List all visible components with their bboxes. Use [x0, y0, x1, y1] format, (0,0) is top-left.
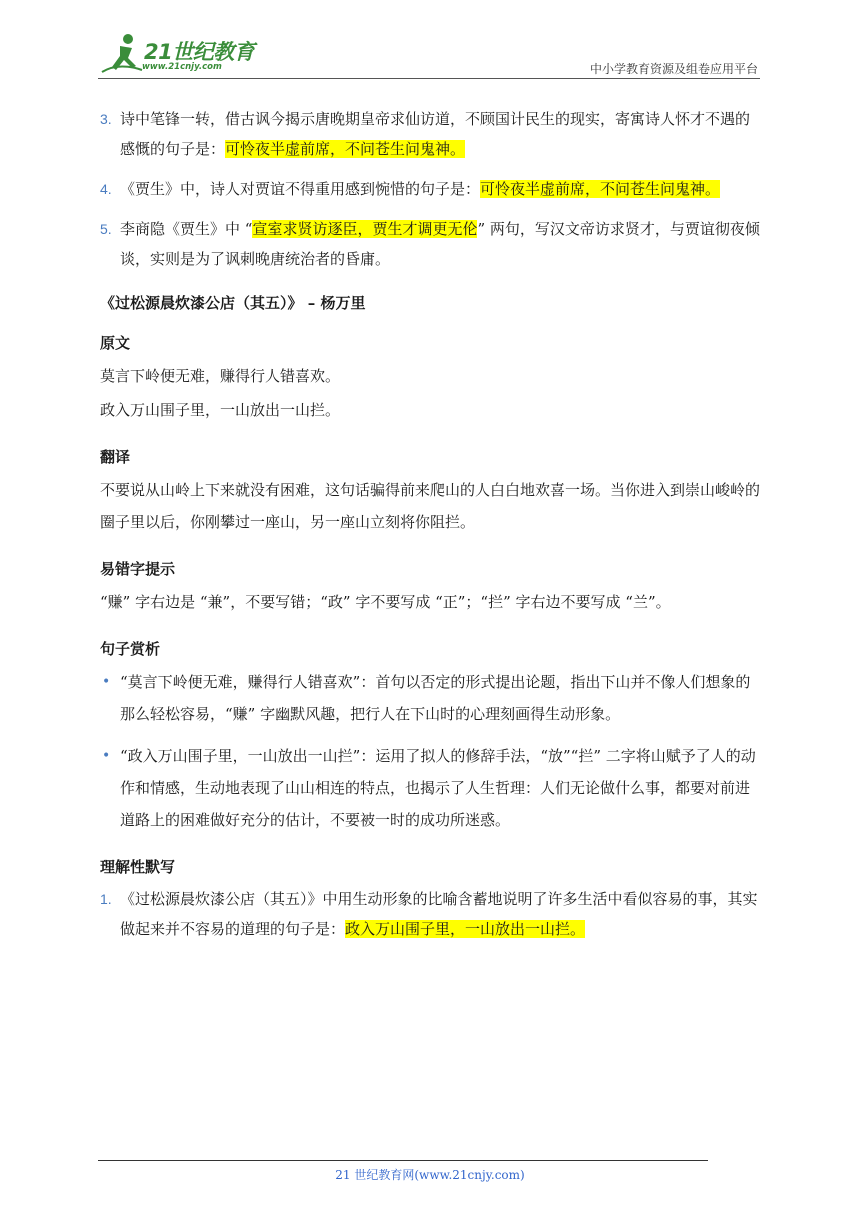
runner-logo-icon	[98, 32, 148, 76]
logo-text: 21世纪教育	[144, 40, 255, 64]
page-content	[100, 104, 762, 954]
appreciation-text: “莫言下岭便无难，赚得行人错喜欢”：首句以否定的形式提出论题，指出下山并不像人们想象的那么轻松容易，“赚” 字幽默风趣，把行人在下山时的心理刻画得生动形象。	[120, 673, 751, 723]
item-text-post: ” 两句，写汉文帝访求贤才，与贾谊彻夜倾谈，实则是为了讽刺晚唐统治者的昏庸。	[120, 220, 760, 268]
item-number: 1.	[100, 891, 112, 907]
appreciation-item	[100, 740, 762, 836]
item-text: 《贾生》中，诗人对贾谊不得重用感到惋惜的句子是：	[120, 180, 481, 198]
appreciation-text: “政入万山围子里，一山放出一山拦”：运用了拟人的修辞手法，“放”“拦” 二字将山赋予了人的动作和情感，生动地表现了山山相连的特点，也揭示了人生哲理：人们无论做什么事，都要对前进道路上的困难做好充分的估计，不要被一时的成功所迷惑。	[120, 747, 756, 829]
section-heading-dictation: 理解性默写	[100, 858, 176, 876]
answer-highlight: 宣室求贤访逐臣，贾生才调更无伦	[252, 220, 478, 238]
poem-line: 政入万山围子里，一山放出一山拦。	[100, 401, 341, 419]
page-header	[98, 30, 760, 79]
item-text: 《过松源晨炊漆公店（其五）》中用生动形象的比喻含蓄地说明了许多生活中看似容易的事，其实做起来并不容易的道理的句子是：	[120, 890, 758, 938]
logo	[98, 32, 268, 76]
poem-line: 莫言下岭便无难，赚得行人错喜欢。	[100, 367, 341, 385]
list-item	[100, 214, 762, 274]
logo-url: www.21cnjy.com	[142, 62, 222, 72]
typo-text: “赚” 字右边是 “兼”，不要写错；“政” 字不要写成 “正”；“拦” 字右边不要写成 “兰”。	[100, 593, 671, 611]
bullet-icon: •	[102, 674, 111, 690]
list-item	[100, 174, 762, 204]
appreciation-item	[100, 666, 762, 730]
list-item	[100, 104, 762, 164]
list-item	[100, 884, 762, 944]
item-number: 3.	[100, 111, 112, 127]
bullet-icon: •	[102, 748, 111, 764]
section-heading-original: 原文	[100, 334, 131, 352]
platform-name: 中小学教育资源及组卷应用平台	[589, 62, 758, 76]
item-text: 诗中笔锋一转，借古讽今揭示唐晚期皇帝求仙访道，不顾国计民生的现实，寄寓诗人怀才不遇的感慨的句子是：	[120, 110, 751, 158]
section-heading-translation: 翻译	[100, 448, 131, 466]
answer-highlight: 可怜夜半虚前席，不问苍生问鬼神。	[225, 140, 466, 158]
answer-highlight: 政入万山围子里，一山放出一山拦。	[345, 920, 586, 938]
item-text-pre: 李商隐《贾生》中 “	[120, 220, 253, 238]
item-number: 4.	[100, 181, 112, 197]
footer-divider	[98, 1160, 708, 1161]
page-footer: 21 世纪教育网(www.21cnjy.com)	[335, 1168, 525, 1182]
answer-highlight: 可怜夜半虚前席，不问苍生问鬼神。	[480, 180, 721, 198]
section-heading-appreciation: 句子赏析	[100, 640, 161, 658]
translation-text: 不要说从山岭上下来就没有困难，这句话骗得前来爬山的人白白地欢喜一场。当你进入到崇山峻岭的圈子里以后，你刚攀过一座山，另一座山立刻将你阻拦。	[100, 481, 761, 531]
section-heading-typo: 易错字提示	[100, 560, 176, 578]
poem-title: 《过松源晨炊漆公店（其五）》 – 杨万里	[100, 294, 366, 312]
item-number: 5.	[100, 221, 112, 237]
